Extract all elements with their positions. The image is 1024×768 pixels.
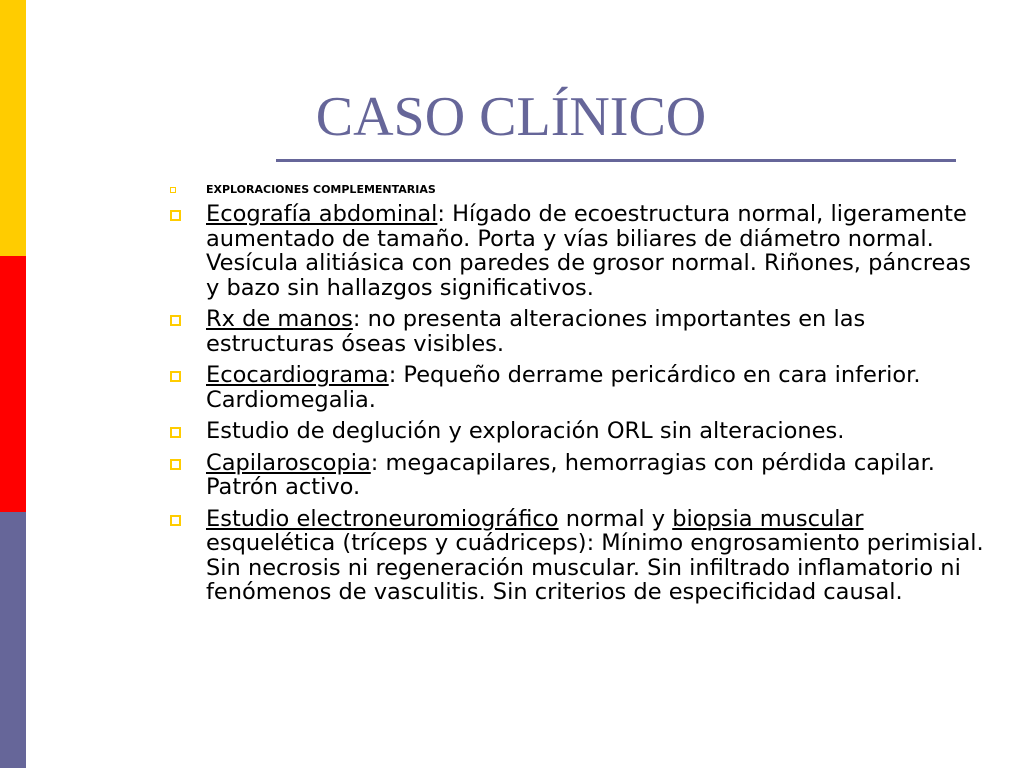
item-term: Ecocardiograma [206, 362, 389, 388]
item-text: Estudio de deglución y exploración ORL sin alteraciones. [206, 418, 845, 444]
list-item-deglucion [168, 419, 988, 444]
item-text: : Pequeño derrame pericárdico en cara inferior. Cardiomegalia. [206, 362, 921, 413]
bullet-square-icon [170, 427, 181, 438]
bullet-list [168, 182, 988, 612]
bullet-square-icon [170, 315, 181, 326]
title-divider [276, 159, 956, 162]
bullet-square-icon [170, 515, 181, 526]
list-item-electroneuromiografico [168, 507, 988, 605]
item-text: esquelética (tríceps y cuádriceps): Mínimo engrosamiento perimisial. Sin necrosis ni regeneración muscular. Sin infiltrado inflamatorio ni fenómenos de vasculitis. Sin criterios de especificidad causal. [206, 530, 984, 605]
bullet-square-icon [170, 210, 181, 221]
item-term: Ecografía abdominal [206, 201, 438, 227]
section-heading-item [168, 182, 988, 198]
slide-title-text: CASO CLÍNICO [315, 86, 707, 148]
list-item-capilaroscopia [168, 451, 988, 500]
item-term-secondary: biopsia muscular [672, 505, 864, 532]
slide-title [0, 82, 1024, 152]
side-bar-purple [0, 512, 26, 768]
item-text: : megacapilares, hemorragias con pérdida capilar. Patrón activo. [206, 449, 935, 500]
side-bar-red [0, 256, 26, 512]
bullet-square-icon [170, 187, 176, 193]
item-text: : no presenta alteraciones importantes en las estructuras óseas visibles. [206, 306, 866, 357]
item-term: Capilaroscopia [206, 449, 371, 476]
item-text: : Hígado de ecoestructura normal, ligeramente aumentado de tamaño. Porta y vías biliares de diámetro normal. Vesícula alitiásica con paredes de grosor normal. Riñones, páncreas y bazo sin hallazgos significativos. [206, 201, 971, 301]
item-term: Rx de manos [206, 306, 353, 332]
section-heading: EXPLORACIONES COMPLEMENTARIAS [206, 183, 436, 196]
list-item-rx-manos [168, 307, 988, 356]
bullet-square-icon [170, 371, 181, 382]
item-text-middle: normal y [558, 505, 673, 532]
item-term: Estudio electroneuromiográfico [206, 505, 559, 532]
list-item-ecocardiograma [168, 363, 988, 412]
list-item-ecografia [168, 202, 988, 300]
bullet-square-icon [170, 459, 181, 470]
